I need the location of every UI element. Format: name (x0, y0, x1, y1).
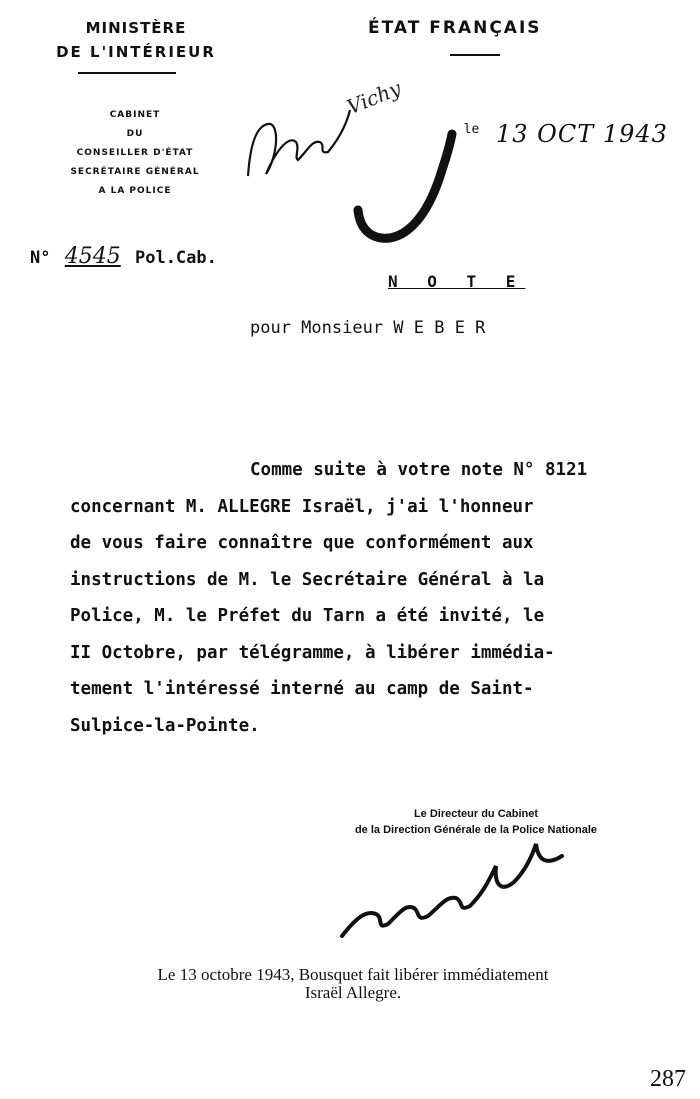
note-title: N O T E (388, 272, 526, 291)
ministry-underline (78, 72, 176, 74)
body-line: Comme suite à votre note N° 8121 (250, 460, 588, 480)
hand-flourish (350, 130, 460, 245)
signature-title-line-2: de la Direction Générale de la Police Nationale (354, 824, 598, 836)
cabinet-line: SECRÉTAIRE GÉNÉRAL (70, 167, 200, 177)
state-heading: ÉTAT FRANÇAIS (368, 18, 542, 38)
caption-line: Le 13 octobre 1943, Bousquet fait libérer immédiatement (157, 965, 549, 984)
body-line: II Octobre, par télégramme, à libérer immédia- (70, 642, 555, 663)
page-number: 287 (650, 1066, 686, 1092)
recipient-line: pour Monsieur W E B E R (250, 318, 486, 338)
date-prefix: , le (448, 122, 480, 137)
handwritten-signature (336, 826, 576, 946)
body-line: Police, M. le Préfet du Tarn a été invité, le (70, 606, 545, 626)
ministry-heading (26, 16, 246, 64)
reference-handwritten-number: 4545 (64, 244, 121, 269)
reference-prefix: N° (30, 248, 51, 268)
cabinet-line: DU (126, 129, 144, 139)
cabinet-block (40, 106, 230, 201)
reference-number (30, 244, 217, 269)
signature-title-line-1: Le Directeur du Cabinet (413, 808, 539, 820)
caption-line: Israël Allegre. (304, 983, 402, 1002)
body-line: de vous faire connaître que conformément aux (70, 533, 534, 553)
photo-caption (10, 966, 696, 1002)
reference-suffix: Pol.Cab. (134, 248, 217, 268)
ministry-line-2: DE L'INTÉRIEUR (56, 43, 216, 61)
body-line: tement l'intéressé interné au camp de Saint- (70, 679, 534, 699)
body-line: Sulpice-la-Pointe. (70, 715, 260, 736)
place-handwritten: Vichy (343, 75, 405, 120)
body-line: concernant M. ALLEGRE Israël, j'ai l'honneur (70, 496, 534, 517)
cabinet-line: CABINET (109, 110, 161, 120)
note-body (70, 452, 700, 744)
body-line: instructions de M. le Secrétaire Général à la (70, 569, 545, 590)
state-underline (450, 54, 500, 56)
cabinet-line: CONSEILLER D'ÉTAT (76, 148, 194, 158)
date-stamp: 13 OCT 1943 (496, 120, 668, 148)
cabinet-line: A LA POLICE (98, 186, 172, 196)
ministry-line-1: MINISTÈRE (85, 19, 187, 37)
